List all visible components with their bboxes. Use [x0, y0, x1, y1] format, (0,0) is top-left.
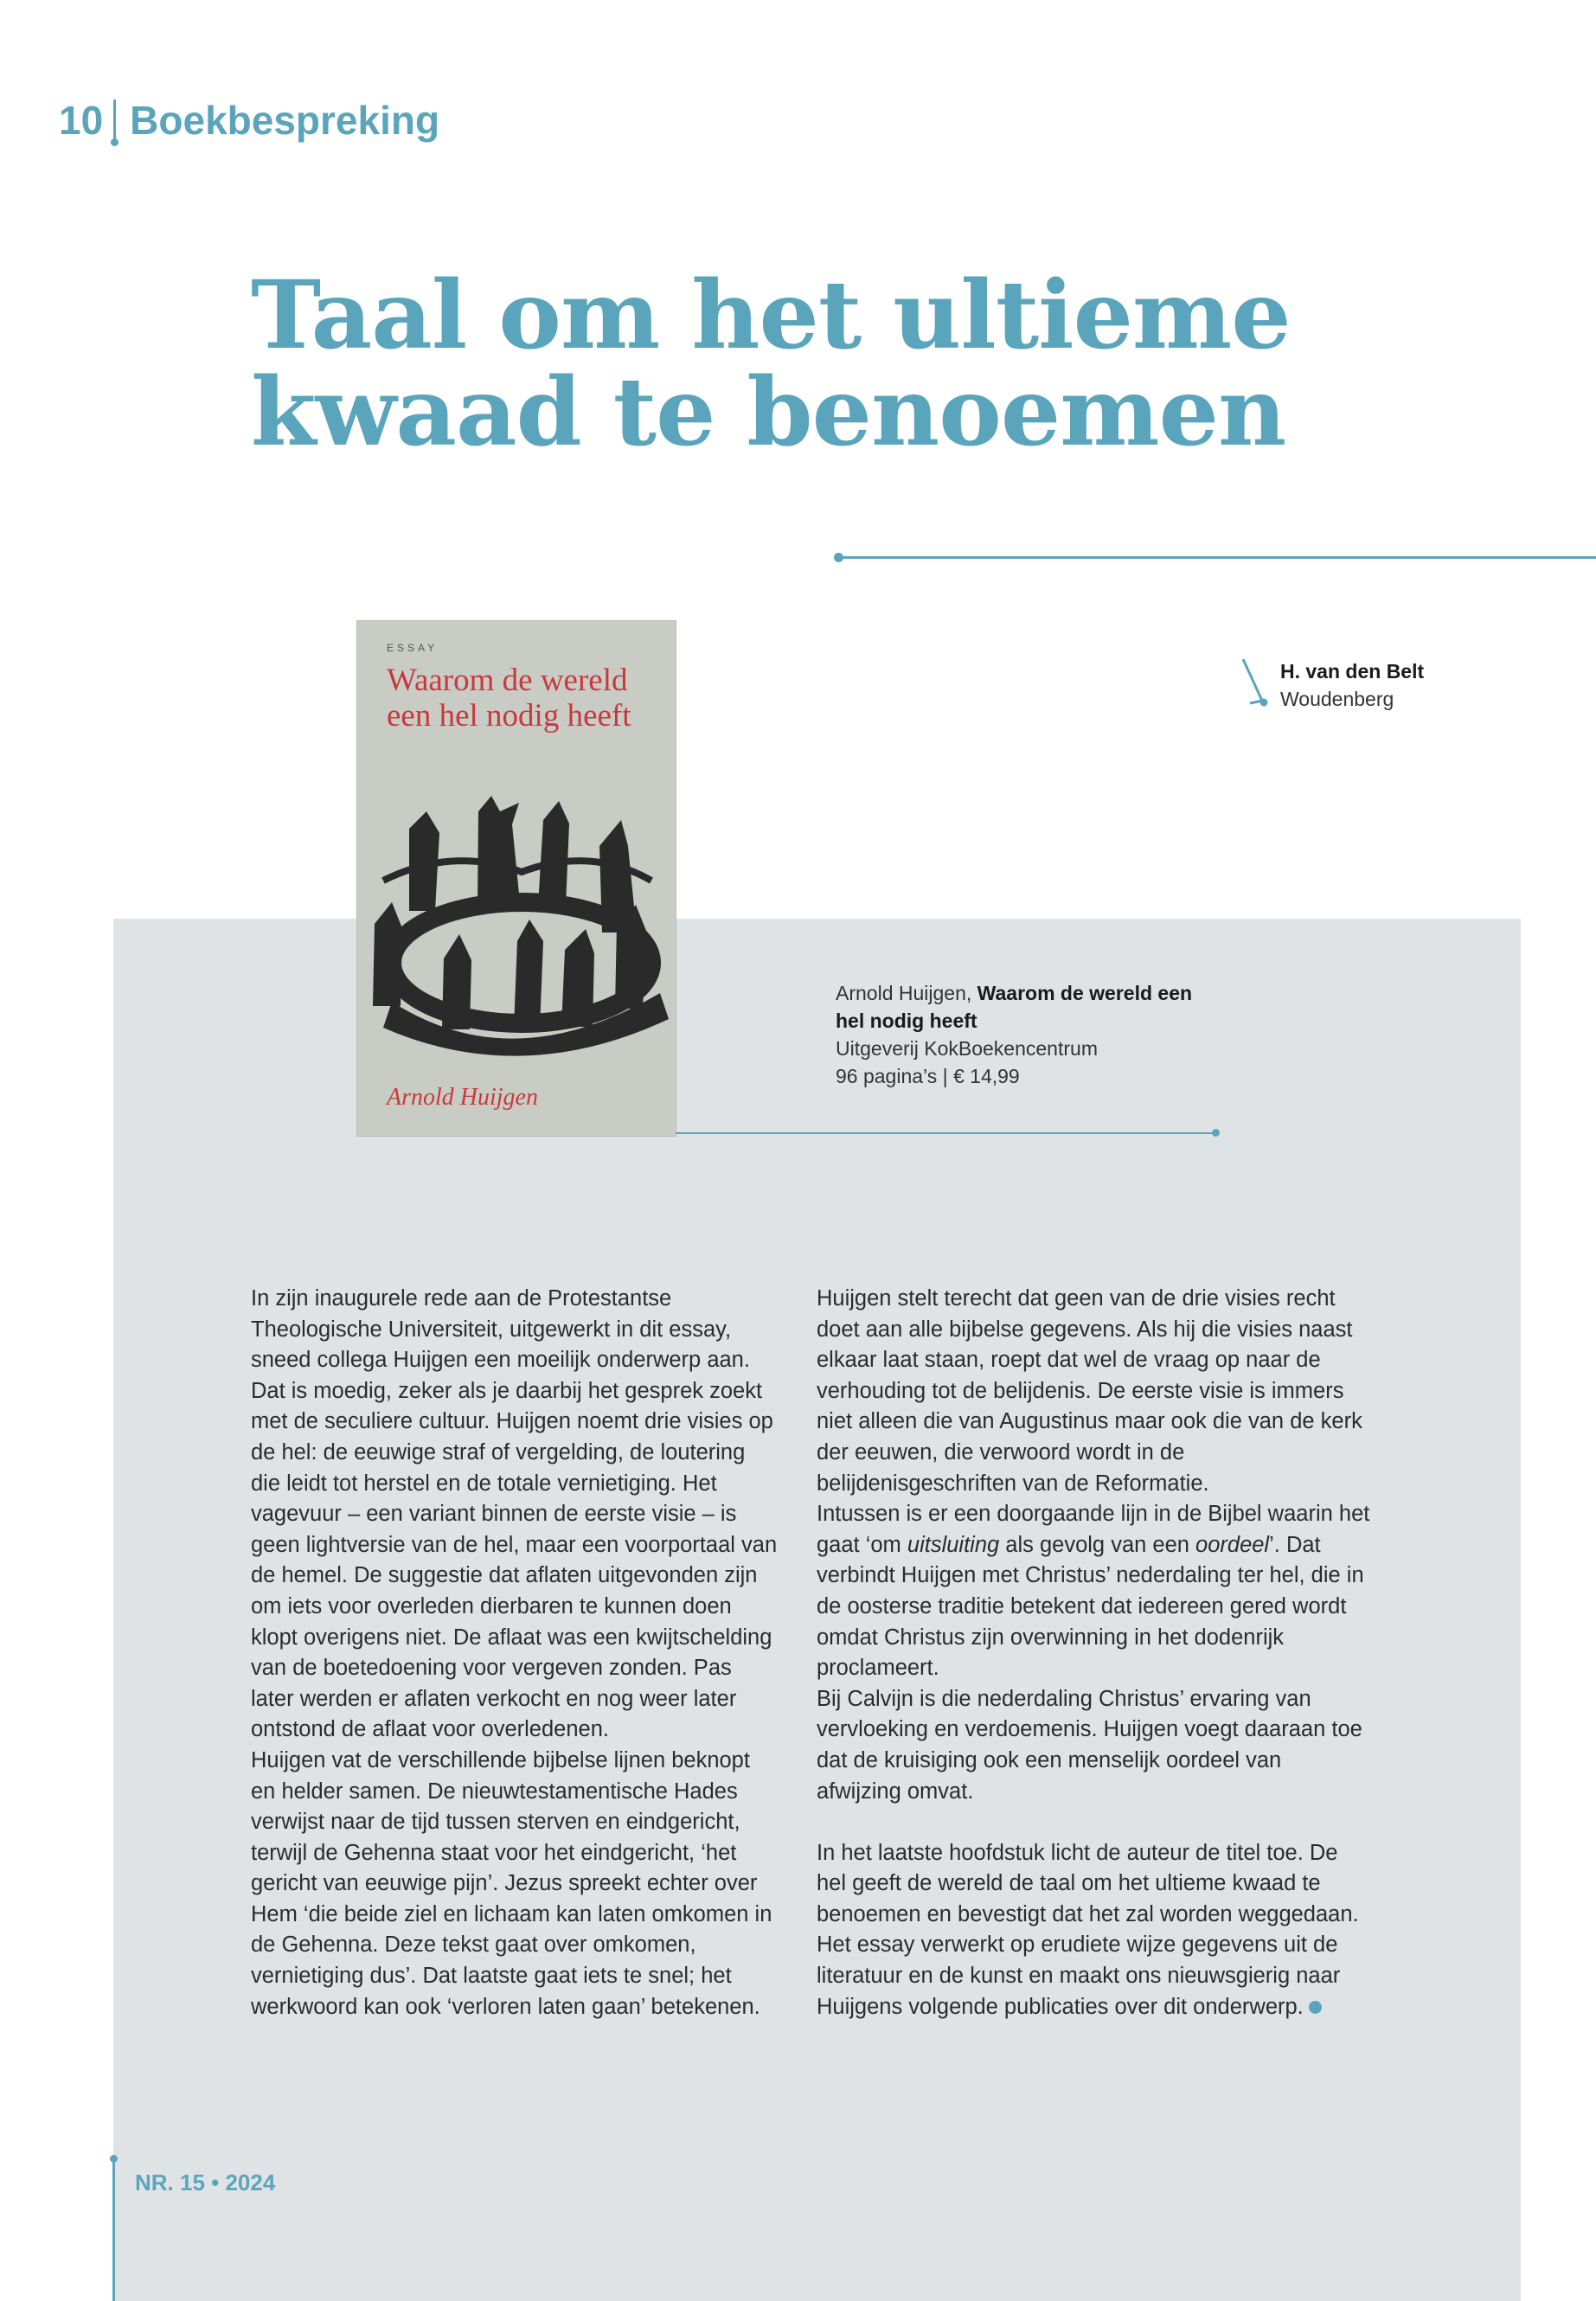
text-run: ’. Dat verbindt Huijgen met Christus’ nederdaling ter hel, die in de oosterse traditie betekent dat iedereen gered wordt omdat Christus zijn overwinning in het dodenrijk proclameert. [817, 1532, 1364, 1681]
text-column-1 [251, 1284, 779, 2022]
footer-dot [110, 2155, 118, 2163]
page-header [59, 97, 439, 144]
paragraph [817, 1838, 1370, 2023]
author-name: H. van den Belt [1280, 660, 1425, 683]
footer-rule [112, 2158, 115, 2301]
book-details [836, 979, 1216, 1090]
paragraph: Huijgen stelt terecht dat geen van de drie visies recht doet aan alle bijbelse gegevens. Als hij die visies naast elkaar laat staan, roept dat wel de vraag op naar de verhouding tot de belijdenis. De eerste visie is immers niet alleen die van Augustinus maar ook die van de kerk der eeuwen, die verwoord wordt in de belijdenisgeschriften van de Reformatie. [817, 1286, 1362, 1496]
paragraph [817, 1499, 1370, 1684]
decorative-dot [834, 553, 843, 562]
cover-label: ESSAY [387, 642, 439, 654]
paragraph: Bij Calvijn is die nederdaling Christus’ ervaring van vervloeking en verdoemenis. Huijgen voegt daaraan toe dat de kruisiging ook een menselijk oordeel van afwijzing omvat. [817, 1686, 1362, 1804]
page-number: 10 [59, 98, 104, 143]
book-cover [357, 621, 676, 1136]
book-title: Waarom de wereld een hel nodig heeft [836, 982, 1193, 1032]
title-line-2: kwaad te benoemen [251, 356, 1286, 467]
issue-label: NR. 15 • 2024 [135, 2170, 276, 2195]
title-line-1: Taal om het ultieme [251, 260, 1291, 370]
woodcut-illustration [357, 794, 676, 1071]
book-rule [676, 1132, 1216, 1134]
book-author: Arnold Huijgen, [836, 982, 972, 1004]
decorative-rule [837, 556, 1596, 559]
book-pages-price: 96 pagina’s | € 14,99 [836, 1065, 1020, 1087]
cover-title: Waarom de wereld een hel nodig heeft [387, 663, 631, 734]
paragraph-gap [817, 1807, 1370, 1838]
header-divider [113, 99, 116, 141]
author-marker-icon [1240, 657, 1274, 709]
paragraph: In zijn inaugurele rede aan de Protestantse Theologische Universiteit, uitgewerkt in dit essay, sneed collega Huijgen een moeilijk onderwerp aan. Dat is moedig, zeker als je daarbij het gesprek zoekt met de seculiere cultuur. Huijgen noemt drie visies op de hel: de eeuwige straf of vergelding, de loutering die leidt tot herstel en de totale vernietiging. Het vagevuur – een variant binnen de eerste visie – is geen lightversie van de hel, maar een voorportaal van de hemel. De suggestie dat aflaten uitgevonden zijn om iets voor overleden dierbaren te kunnen doen klopt overigens niet. De aflaat was een kwijtschelding van de boetedoening voor vergeven zonden. Pas later werden er aflaten verkocht en nog weer later ontstond de aflaat voor overledenen. [251, 1286, 778, 1742]
text-run: Intussen is er een doorgaande lijn in de Bijbel waarin het gaat ‘om [817, 1502, 1370, 1557]
text-run: In het laatste hoofdstuk licht de auteur de titel toe. De hel geeft de wereld de taal om het ultieme kwaad te benoemen en bevestigt dat het zal worden weggedaan. Het essay verwerkt op erudiete wijze gegevens uit de literatuur en de kunst en maakt ons nieuwsgierig naar Huijgens volgende publicaties over dit onderwerp. [817, 1840, 1359, 2019]
paragraph: Huijgen vat de verschillende bijbelse lijnen beknopt en helder samen. De nieuwtestamentische Hades verwijst naar de tijd tussen sterven en eindgericht, terwijl de Gehenna staat voor het eindgericht, ‘het gericht van eeuwige pijn’. Jezus spreekt echter over Hem ‘die beide ziel en lichaam kan laten omkomen in de Gehenna. Deze tekst gaat over omkomen, vernietiging dus’. Dat laatste gaat iets te snel; het werkwoord kan ook ‘verloren laten gaan’ betekenen. [251, 1747, 772, 2019]
author-place: Woudenberg [1280, 688, 1394, 710]
book-publisher: Uitgeverij KokBoekencentrum [836, 1037, 1098, 1060]
section-title: Boekbespreking [130, 98, 440, 143]
article-title [251, 260, 1462, 467]
byline [1280, 657, 1424, 713]
end-mark-icon [1309, 2001, 1322, 2014]
cover-author: Arnold Huijgen [387, 1084, 538, 1111]
text-run: als gevolg van een [999, 1532, 1196, 1557]
book-rule-dot [1212, 1129, 1220, 1137]
emphasis: uitsluiting [907, 1532, 1000, 1557]
emphasis: oordeel [1195, 1532, 1270, 1557]
text-column-2 [817, 1284, 1370, 2022]
